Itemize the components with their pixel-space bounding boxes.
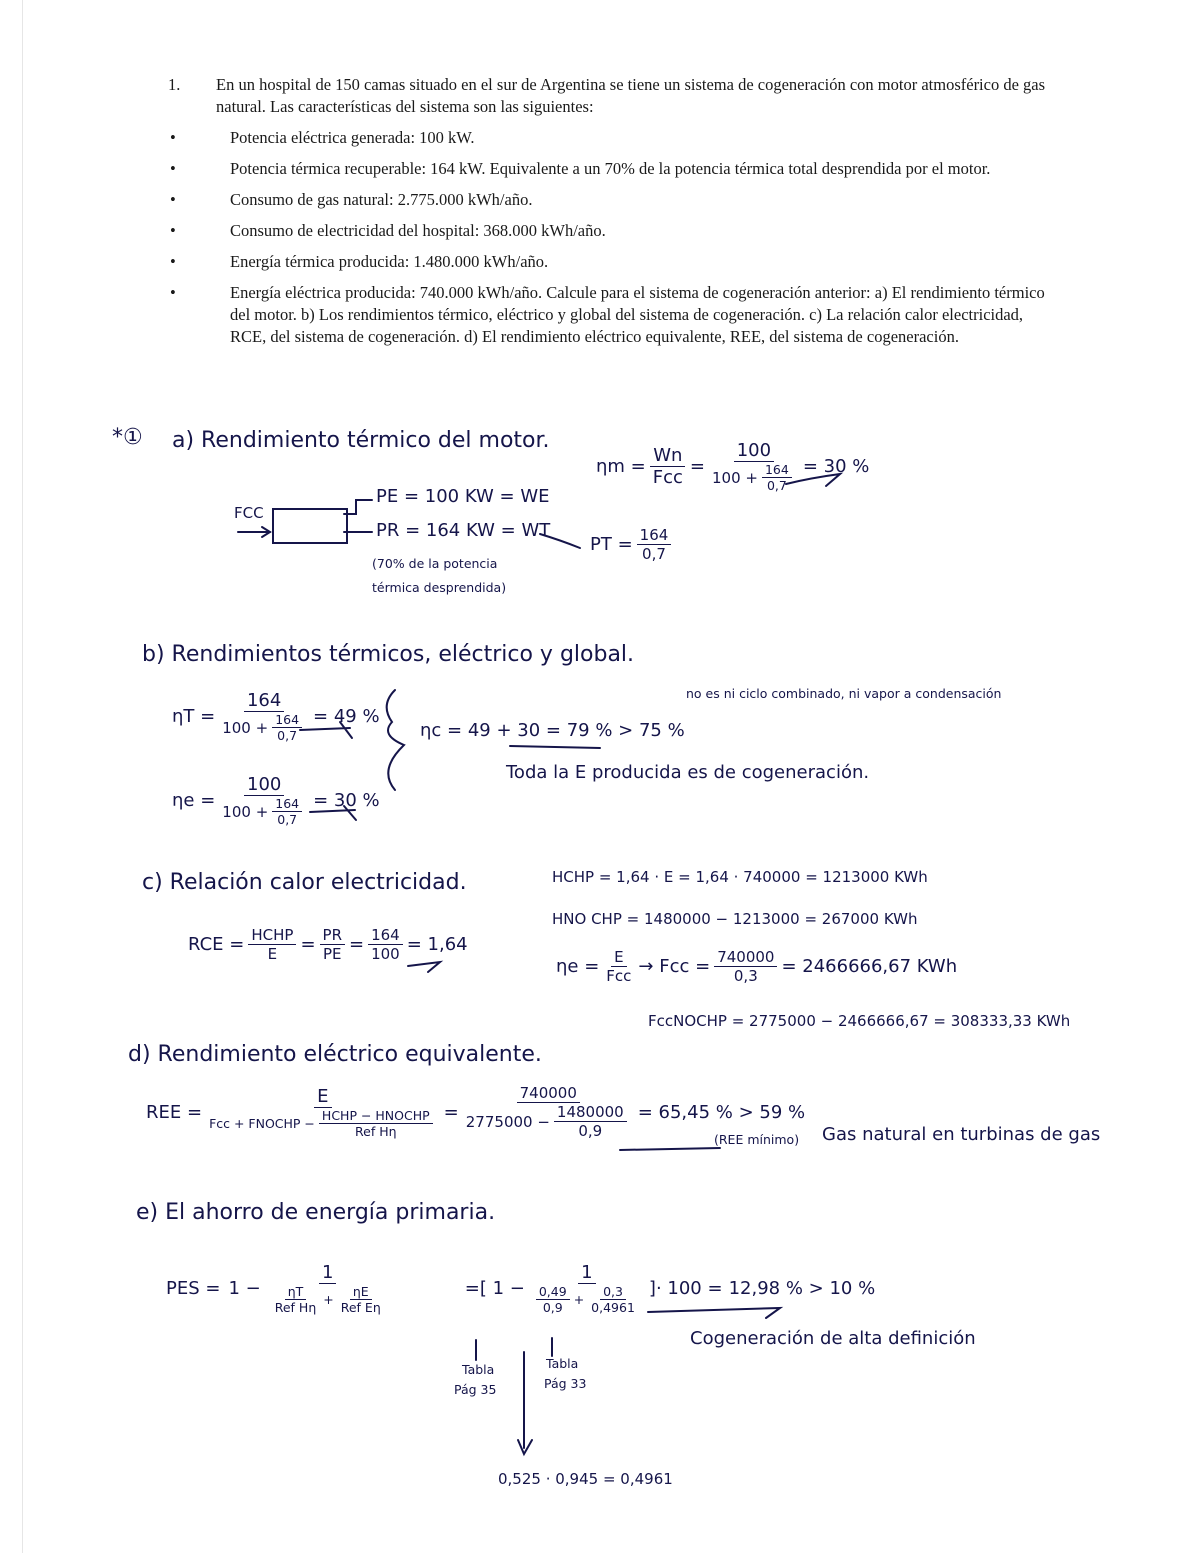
section-e-title: e) El ahorro de energía primaria. <box>136 1200 496 1225</box>
times-100: · 100 = <box>655 1278 723 1299</box>
underline-ree <box>620 1148 720 1150</box>
numerator: 740000 <box>517 1084 580 1103</box>
denominator-text: 100 + <box>712 468 758 487</box>
pt-label: PT = <box>590 534 633 555</box>
bullet-dot: • <box>170 221 176 240</box>
denominator: 0,7 <box>277 812 298 827</box>
underline-b1 <box>300 722 352 738</box>
pe-output: PE = 100 KW = WE <box>376 486 550 507</box>
bullet-text: Consumo de electricidad del hospital: 368.000 kWh/año. <box>230 221 606 240</box>
pr-output: PR = 164 KW = WT <box>376 520 551 541</box>
arrow-pt-line <box>540 534 580 548</box>
equals-sign: = <box>689 456 705 477</box>
numerator: E <box>314 1086 331 1108</box>
hchp-calc: HCHP = 1,64 · E = 1,64 · 740000 = 1213000 KWh <box>552 868 928 886</box>
denominator: Ref Hη <box>274 1300 317 1315</box>
denominator: 100 <box>371 945 400 963</box>
ree-minimum-note: (REE mínimo) <box>714 1132 800 1147</box>
numerator: Wn <box>650 445 685 467</box>
bracket-open: [ 1 − <box>479 1278 525 1299</box>
bullet-dot: • <box>170 159 176 178</box>
gas-turbine-note: Gas natural en turbinas de gas <box>822 1124 1101 1145</box>
denominator: 0,7 <box>766 478 787 493</box>
numerator: E <box>611 948 626 967</box>
equals-sign: = <box>349 934 365 955</box>
hno-chp-calc: HNO CHP = 1480000 − 1213000 = 267000 KWh <box>552 910 918 928</box>
denominator: 0,7 <box>642 545 666 563</box>
bullet-text: Potencia eléctrica generada: 100 kW. <box>230 128 475 147</box>
numerator: 100 <box>244 774 284 796</box>
section-b-title: b) Rendimientos térmicos, eléctrico y global. <box>142 642 635 667</box>
eta-e-result: = 30 % <box>313 790 380 811</box>
one-minus: 1 − <box>228 1278 261 1299</box>
numerator: 0,3 <box>600 1284 626 1300</box>
high-efficiency-note: Cogeneración de alta definición <box>690 1328 976 1349</box>
eta-m-label: ηm = <box>596 456 646 477</box>
denominator-text: Fcc + FNOCHP − <box>209 1115 315 1131</box>
underline-pes <box>648 1308 780 1318</box>
pes-result: 12,98 % > 10 % <box>728 1278 876 1299</box>
fcc-result: = 2466666,67 KWh <box>781 956 958 977</box>
bullet-dot: • <box>170 190 176 209</box>
eta-e-label: ηe = <box>556 956 600 977</box>
fcc-input-label: FCC <box>234 504 264 522</box>
eta-t-result: = 49 % <box>313 706 380 727</box>
underline-a <box>786 474 840 486</box>
equals-sign: = <box>443 1101 459 1123</box>
underline-c <box>510 746 600 748</box>
numerator: 0,49 <box>536 1284 570 1300</box>
fcc-arrow: → Fcc = <box>638 956 711 977</box>
eta-e-label: ηe = <box>172 790 216 811</box>
section-c-title: c) Relación calor electricidad. <box>142 870 467 895</box>
bullet-text: Consumo de gas natural: 2.775.000 kWh/año. <box>230 190 533 209</box>
numerator: 164 <box>762 462 792 478</box>
plus-sign: + <box>323 1292 334 1307</box>
problem-number: 1. <box>168 75 181 94</box>
page-ref-33: Pág 33 <box>544 1376 587 1391</box>
numerator: 164 <box>368 926 403 945</box>
numerator: 1 <box>319 1262 336 1284</box>
numerator: HCHP − HNOCHP <box>319 1108 433 1124</box>
numerator: 164 <box>637 526 672 545</box>
bracket-close: ] <box>648 1278 656 1299</box>
ree-result: = 65,45 % > 59 % <box>637 1101 806 1123</box>
numerator: 1480000 <box>554 1103 627 1122</box>
bullet-dot: • <box>170 128 176 147</box>
denominator: Ref Hη <box>355 1123 397 1139</box>
denominator: PE <box>323 945 342 963</box>
note-line-1: (70% de la potencia <box>372 556 498 571</box>
denominator-text: 100 + <box>222 802 269 821</box>
section-d-title: d) Rendimiento eléctrico equivalente. <box>128 1042 542 1067</box>
page-ref-35: Pág 35 <box>454 1382 497 1397</box>
star-circle-mark: *① <box>112 425 143 450</box>
bullet-text: Energía térmica producida: 1.480.000 kWh/año. <box>230 252 549 271</box>
numerator: 164 <box>272 712 302 728</box>
brace-b <box>387 690 404 790</box>
pes-label: PES = <box>166 1278 221 1299</box>
denominator: 0,4961 <box>591 1300 635 1315</box>
underline-b2 <box>310 806 356 820</box>
denominator: Fcc <box>652 467 683 488</box>
bullet-dot: • <box>170 252 176 271</box>
numerator: 1 <box>578 1262 595 1284</box>
arrow-product <box>518 1352 532 1454</box>
eta-t-label: ηT = <box>172 706 216 727</box>
equals-sign: = <box>300 934 316 955</box>
denominator-text: 2775000 − <box>465 1112 550 1131</box>
ree-label: REE = <box>146 1101 203 1123</box>
table-ref-1: Tabla <box>462 1362 495 1377</box>
denominator: Fcc <box>606 967 632 985</box>
numerator: 164 <box>244 690 284 712</box>
numerator: 740000 <box>714 948 777 967</box>
table-ref-2: Tabla <box>546 1356 579 1371</box>
denominator: 0,7 <box>277 728 298 743</box>
plus-sign: + <box>573 1292 585 1307</box>
fcc-no-chp-calc: FccNOCHP = 2775000 − 2466666,67 = 308333,33 KWh <box>648 1012 1071 1030</box>
intro-text: En un hospital de 150 camas situado en el sur de Argentina se tiene un sistema de cogeneración con motor atmosférico de gas natural. Las características del sistema son las siguientes: <box>216 75 1046 116</box>
side-note: no es ni ciclo combinado, ni vapor a condensación <box>686 686 1002 701</box>
numerator: HCHP <box>248 926 296 945</box>
rce-label: RCE = <box>188 934 245 955</box>
rce-result: = 1,64 <box>406 934 468 955</box>
equals-sign: = <box>464 1278 480 1299</box>
denominator: 0,9 <box>578 1122 603 1140</box>
numerator: 100 <box>734 440 774 462</box>
note-line-2: térmica desprendida) <box>372 580 507 595</box>
numerator: ηE <box>350 1284 372 1300</box>
bullet-text: Energía eléctrica producida: 740.000 kWh/año. Calcule para el sistema de cogeneración anterior: a) El rendimiento térmico del motor. b) Los rendimientos térmico, eléctrico y global del sistema de cogeneración. c) La relación calor electricidad, RCE, del sistema de cogeneración. d) El rendimiento eléctrico equivalente, REE, del sistema de cogeneración. <box>230 283 1045 346</box>
arrow-pe-line <box>344 500 372 514</box>
section-a-title: a) Rendimiento térmico del motor. <box>172 428 550 453</box>
numerator: ηT <box>285 1284 307 1300</box>
numerator: 164 <box>272 796 302 812</box>
underline-rce <box>408 962 440 972</box>
denominator: Ref Eη <box>340 1300 381 1315</box>
cogeneration-conclusion: Toda la E producida es de cogeneración. <box>506 762 870 783</box>
denominator: E <box>267 945 278 963</box>
product-calc: 0,525 · 0,945 = 0,4961 <box>498 1470 673 1488</box>
eta-c-formula: ηc = 49 + 30 = 79 % > 75 % <box>420 720 685 741</box>
eta-m-result: = 30 % <box>802 456 870 477</box>
denominator: 0,3 <box>733 967 758 985</box>
numerator: PR <box>320 926 345 945</box>
bullet-text: Potencia térmica recuperable: 164 kW. Equivalente a un 70% de la potencia térmica total desprendida por el motor. <box>230 159 991 178</box>
bullet-dot: • <box>170 283 176 302</box>
denominator: 0,9 <box>542 1300 563 1315</box>
denominator-text: 100 + <box>222 718 269 737</box>
